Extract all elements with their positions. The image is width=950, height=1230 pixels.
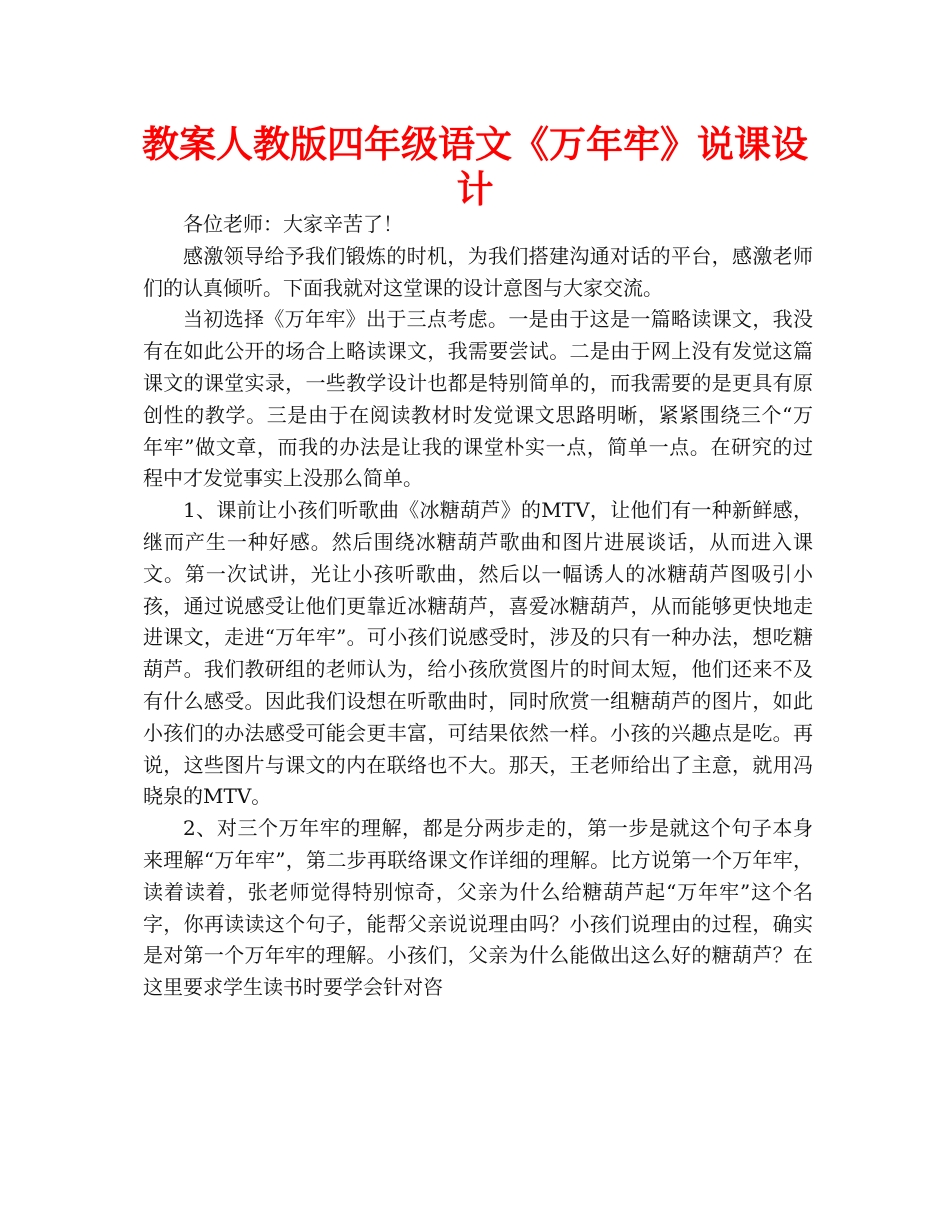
- paragraph: 当初选择《万年牢》出于三点考虑。一是由于这是一篇略读课文，我没有在如此公开的场合上略读课文，我需要尝试。二是由于网上没有发觉这篇课文的课堂实录，一些教学设计也都是特别简单的，而我需要的是更具有原创性的教学。三是由于在阅读教材时发觉课文思路明晰，紧紧围绕三个“万年牢”做文章，而我的办法是让我的课堂朴实一点，简单一点。在研究的过程中才发觉事实上没那么简单。: [143, 307, 813, 491]
- paragraph: 感激领导给予我们锻炼的时机，为我们搭建沟通对话的平台，感激老师们的认真倾听。下面我就对这堂课的设计意图与大家交流。: [143, 243, 813, 300]
- document-body: [143, 209, 813, 1004]
- paragraph: 2、对三个万年牢的理解，都是分两步走的，第一步是就这个句子本身来理解“万年牢”，第二步再联络课文作详细的理解。比方说第一个万年牢，读着读着，张老师觉得特别惊奇，父亲为什么给糖葫芦起“万年牢”这个名字，你再读读这个句子，能帮父亲说说理由吗？小孩们说理由的过程，确实是对第一个万年牢的理解。小孩们，父亲为什么能做出这么好的糖葫芦？在这里要求学生读书时要学会针对咨: [143, 816, 813, 1000]
- document-title: 教案人教版四年级语文《万年牢》说课设计: [142, 123, 808, 211]
- paragraph: 1、课前让小孩们听歌曲《冰糖葫芦》的MTV，让他们有一种新鲜感，继而产生一种好感。然后围绕冰糖葫芦歌曲和图片进展谈话，从而进入课文。第一次试讲，光让小孩听歌曲，然后以一幅诱人的冰糖葫芦图吸引小孩，通过说感受让他们更靠近冰糖葫芦，喜爱冰糖葫芦，从而能够更快地走进课文，走进“万年牢”。可小孩们说感受时，涉及的只有一种办法，想吃糖葫芦。我们教研组的老师认为，给小孩欣赏图片的时间太短，他们还来不及有什么感受。因此我们设想在听歌曲时，同时欣赏一组糖葫芦的图片，如此小孩们的办法感受可能会更丰富，可结果依然一样。小孩的兴趣点是吃。再说，这些图片与课文的内在联络也不大。那天，王老师给出了主意，就用冯晓泉的MTV。: [143, 498, 813, 809]
- greeting-line: 各位老师：大家辛苦了！: [183, 212, 403, 236]
